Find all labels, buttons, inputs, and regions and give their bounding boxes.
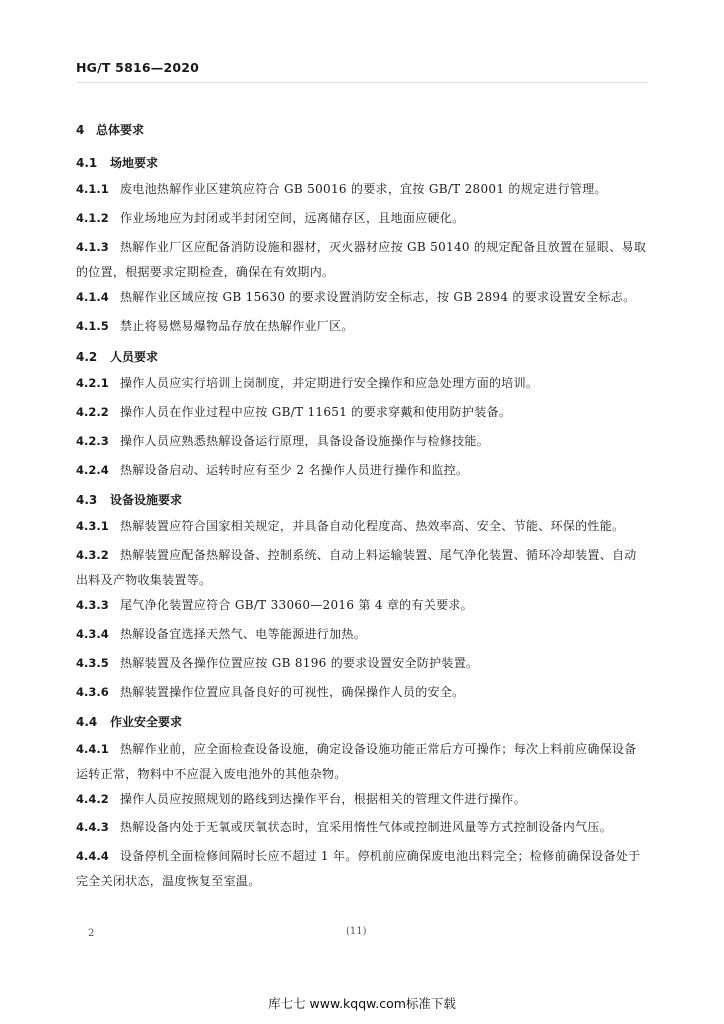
clause-number: 4.2.2 — [76, 405, 109, 419]
clause — [76, 177, 648, 202]
header-divider — [76, 82, 648, 83]
subsection-heading — [76, 491, 182, 508]
subsection-heading — [76, 713, 182, 730]
clause-text: 操作人员在作业过程中应按 GB/T 11651 的要求穿戴和使用防护装备。 — [120, 405, 512, 419]
clause — [76, 680, 648, 705]
subsection-heading — [76, 154, 158, 171]
clause-number: 4.2.1 — [76, 376, 109, 390]
clause — [76, 844, 648, 894]
clause-number: 4.3.2 — [76, 548, 109, 562]
clause-text: 操作人员应按照规划的路线到达操作平台，根据相关的管理文件进行操作。 — [120, 792, 526, 806]
clause-number: 4.3.4 — [76, 627, 109, 641]
clause — [76, 314, 648, 339]
clause-text: 废电池热解作业区建筑应符合 GB 50016 的要求，宜按 GB/T 28001 的规定进行管理。 — [120, 182, 607, 196]
clause — [76, 285, 648, 310]
page-number: 2 — [88, 928, 95, 939]
clause-number: 4.1.5 — [76, 319, 109, 333]
clause-text: 热解设备内处于无氧或厌氧状态时，宜采用惰性气体或控制进风量等方式控制设备内气压。 — [120, 820, 613, 834]
clause-text: 热解作业前，应全面检查设备设施，确定设备设施功能正常后方可操作；每次上料前应确保设备运转正常，物料中不应混入废电池外的其他杂物。 — [76, 742, 637, 781]
section-number: 4 — [76, 123, 85, 137]
clause-text: 热解作业厂区应配备消防设施和器材，灭火器材应按 GB 50140 的规定配备且放置在显眼、易取的位置，根据要求定期检查，确保在有效期内。 — [76, 240, 647, 279]
clause-number: 4.3.3 — [76, 598, 109, 612]
clause-number: 4.2.3 — [76, 434, 109, 448]
clause-number: 4.3.5 — [76, 656, 109, 670]
clause-number: 4.1.3 — [76, 240, 109, 254]
clause — [76, 543, 648, 593]
clause-number: 4.3.6 — [76, 685, 109, 699]
subsection-title: 人员要求 — [110, 350, 159, 364]
clause-text: 热解装置应符合国家相关规定，并具备自动化程度高、热效率高、安全、节能、环保的性能。 — [120, 519, 625, 533]
clause-number: 4.1.4 — [76, 290, 109, 304]
subsection-title: 场地要求 — [110, 156, 159, 170]
subsection-heading — [76, 348, 158, 365]
standard-code-header: HG/T 5816—2020 — [76, 60, 200, 75]
clause — [76, 400, 648, 425]
clause-text: 作业场地应为封闭或半封闭空间，远离储存区，且地面应硬化。 — [120, 211, 465, 225]
download-watermark: 库七七 www.kqqw.com标准下载 — [268, 996, 456, 1011]
section-heading — [76, 121, 144, 138]
clause-number: 4.4.3 — [76, 820, 109, 834]
clause-number: 4.4.4 — [76, 849, 109, 863]
clause-number: 4.2.4 — [76, 463, 109, 477]
subsection-number: 4.1 — [76, 156, 98, 170]
clause — [76, 206, 648, 231]
clause-text: 操作人员应熟悉热解设备运行原理，具备设备设施操作与检修技能。 — [120, 434, 490, 448]
clause — [76, 458, 648, 483]
subsection-number: 4.4 — [76, 715, 98, 729]
clause-text: 热解设备宜选择天然气、电等能源进行加热。 — [120, 627, 367, 641]
clause-number: 4.1.1 — [76, 182, 109, 196]
clause-text: 禁止将易燃易爆物品存放在热解作业厂区。 — [120, 319, 354, 333]
clause — [76, 737, 648, 787]
subsection-number: 4.2 — [76, 350, 98, 364]
clause-number: 4.1.2 — [76, 211, 109, 225]
clause-text: 热解装置应配备热解设备、控制系统、自动上料运输装置、尾气净化装置、循环冷却装置、自动出料及产物收集装置等。 — [76, 548, 637, 587]
clause — [76, 371, 648, 396]
page-marker: (11) — [346, 926, 367, 937]
section-title: 总体要求 — [96, 123, 145, 137]
clause — [76, 651, 648, 676]
clause-number: 4.3.1 — [76, 519, 109, 533]
clause-text: 设备停机全面检修间隔时长应不超过 1 年。停机前应确保废电池出料完全；检修前确保设备处于完全关闭状态，温度恢复至室温。 — [76, 849, 641, 888]
clause-text: 尾气净化装置应符合 GB/T 33060—2016 第 4 章的有关要求。 — [120, 598, 473, 612]
clause-number: 4.4.2 — [76, 792, 109, 806]
clause — [76, 514, 648, 539]
clause — [76, 622, 648, 647]
clause — [76, 787, 648, 812]
clause — [76, 593, 648, 618]
clause-number: 4.4.1 — [76, 742, 109, 756]
clause — [76, 815, 648, 840]
clause-text: 热解作业区域应按 GB 15630 的要求设置消防安全标志，按 GB 2894 的要求设置安全标志。 — [120, 290, 636, 304]
clause-text: 热解装置及各操作位置应按 GB 8196 的要求设置安全防护装置。 — [120, 656, 479, 670]
clause-text: 热解装置操作位置应具备良好的可视性，确保操作人员的安全。 — [120, 685, 465, 699]
subsection-title: 设备设施要求 — [110, 493, 183, 507]
clause — [76, 429, 648, 454]
clause-text: 热解设备启动、运转时应有至少 2 名操作人员进行操作和监控。 — [120, 463, 469, 477]
clause — [76, 235, 648, 285]
subsection-number: 4.3 — [76, 493, 98, 507]
clause-text: 操作人员应实行培训上岗制度，并定期进行安全操作和应急处理方面的培训。 — [120, 376, 539, 390]
subsection-title: 作业安全要求 — [110, 715, 183, 729]
